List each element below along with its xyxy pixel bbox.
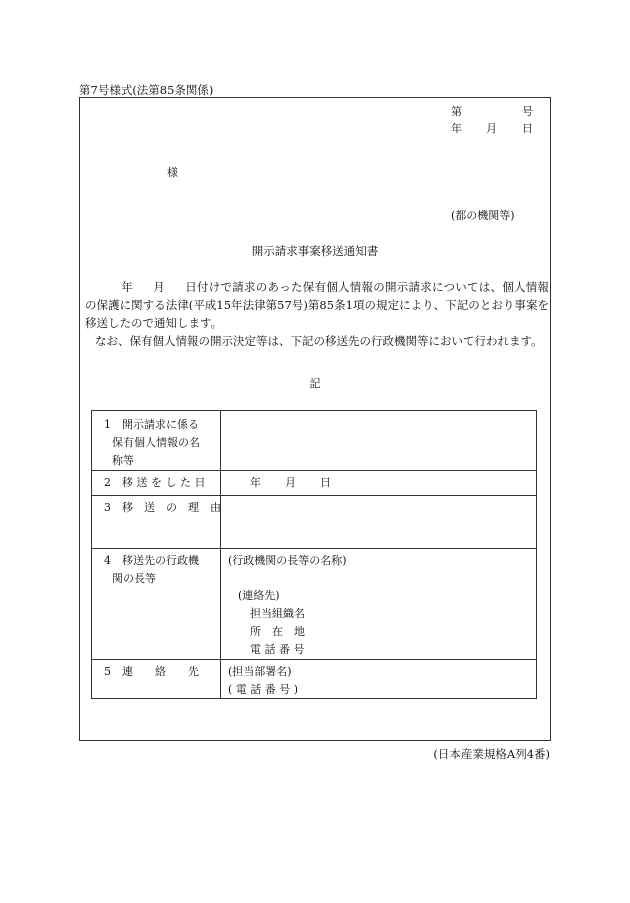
row4-label-line2: 関の長等 [112, 572, 156, 585]
row2-label: 2 移 送 を し た 日 [104, 476, 206, 489]
ki-heading: 記 [309, 377, 321, 390]
document-title: 開示請求事案移送通知書 [251, 244, 379, 258]
row-divider [92, 470, 536, 471]
row-divider [92, 659, 536, 660]
row2-year: 年 [250, 476, 261, 489]
row4-phone: 電 話 番 号 [250, 643, 305, 656]
row3-label: 3 移 送 の 理 由 [104, 501, 221, 514]
date-month: 月 [486, 122, 497, 135]
row5-department: (担当部署名) [228, 665, 292, 678]
paragraph-2 [85, 332, 549, 350]
para1-month: 月 [153, 280, 166, 294]
row1-label-line3: 称等 [112, 454, 134, 467]
row2-month: 月 [285, 476, 296, 489]
row-divider [92, 495, 536, 496]
addressee-sama: 様 [167, 166, 178, 179]
row4-contact: (連絡先) [238, 589, 280, 602]
row1-label-line1: 1 開示請求に係る [104, 418, 199, 431]
row1-label-line2: 保有個人情報の名 [112, 436, 200, 449]
paragraph-1 [85, 278, 549, 332]
paper-size-note: (日本産業規格A列4番) [433, 747, 550, 761]
row5-phone: ( 電 話 番 号 ) [228, 683, 299, 696]
date-day: 日 [522, 122, 533, 135]
sender-organization: (都の機関等) [451, 209, 515, 222]
row4-label-line1: 4 移送先の行政機 [104, 554, 199, 567]
para2-text: なお、保有個人情報の開示決定等は、下記の移送先の行政機関等において行われます。 [95, 334, 543, 348]
number-dai: 第 [451, 105, 462, 118]
number-go: 号 [522, 105, 533, 118]
para1-text: 日付けで請求のあった保有個人情報の開示請求については、個人情報の保護に関する法律(平成15年法律第57号)第85条1項の規定により、下記のとおり事案を移送したので通知します。 [85, 280, 550, 330]
column-divider [220, 411, 221, 698]
row4-org-name: 担当組織名 [250, 607, 305, 620]
row5-label: 5 連 絡 先 [104, 665, 199, 678]
row4-address: 所 在 地 [250, 625, 305, 638]
row4-agency-name: (行政機関の長等の名称) [228, 554, 347, 567]
details-table [91, 410, 537, 699]
form-label: 第7号様式(法第85条関係) [79, 83, 214, 97]
date-year: 年 [451, 122, 462, 135]
para1-year: 年 [121, 280, 134, 294]
row-divider [92, 548, 536, 549]
row2-day: 日 [320, 476, 331, 489]
